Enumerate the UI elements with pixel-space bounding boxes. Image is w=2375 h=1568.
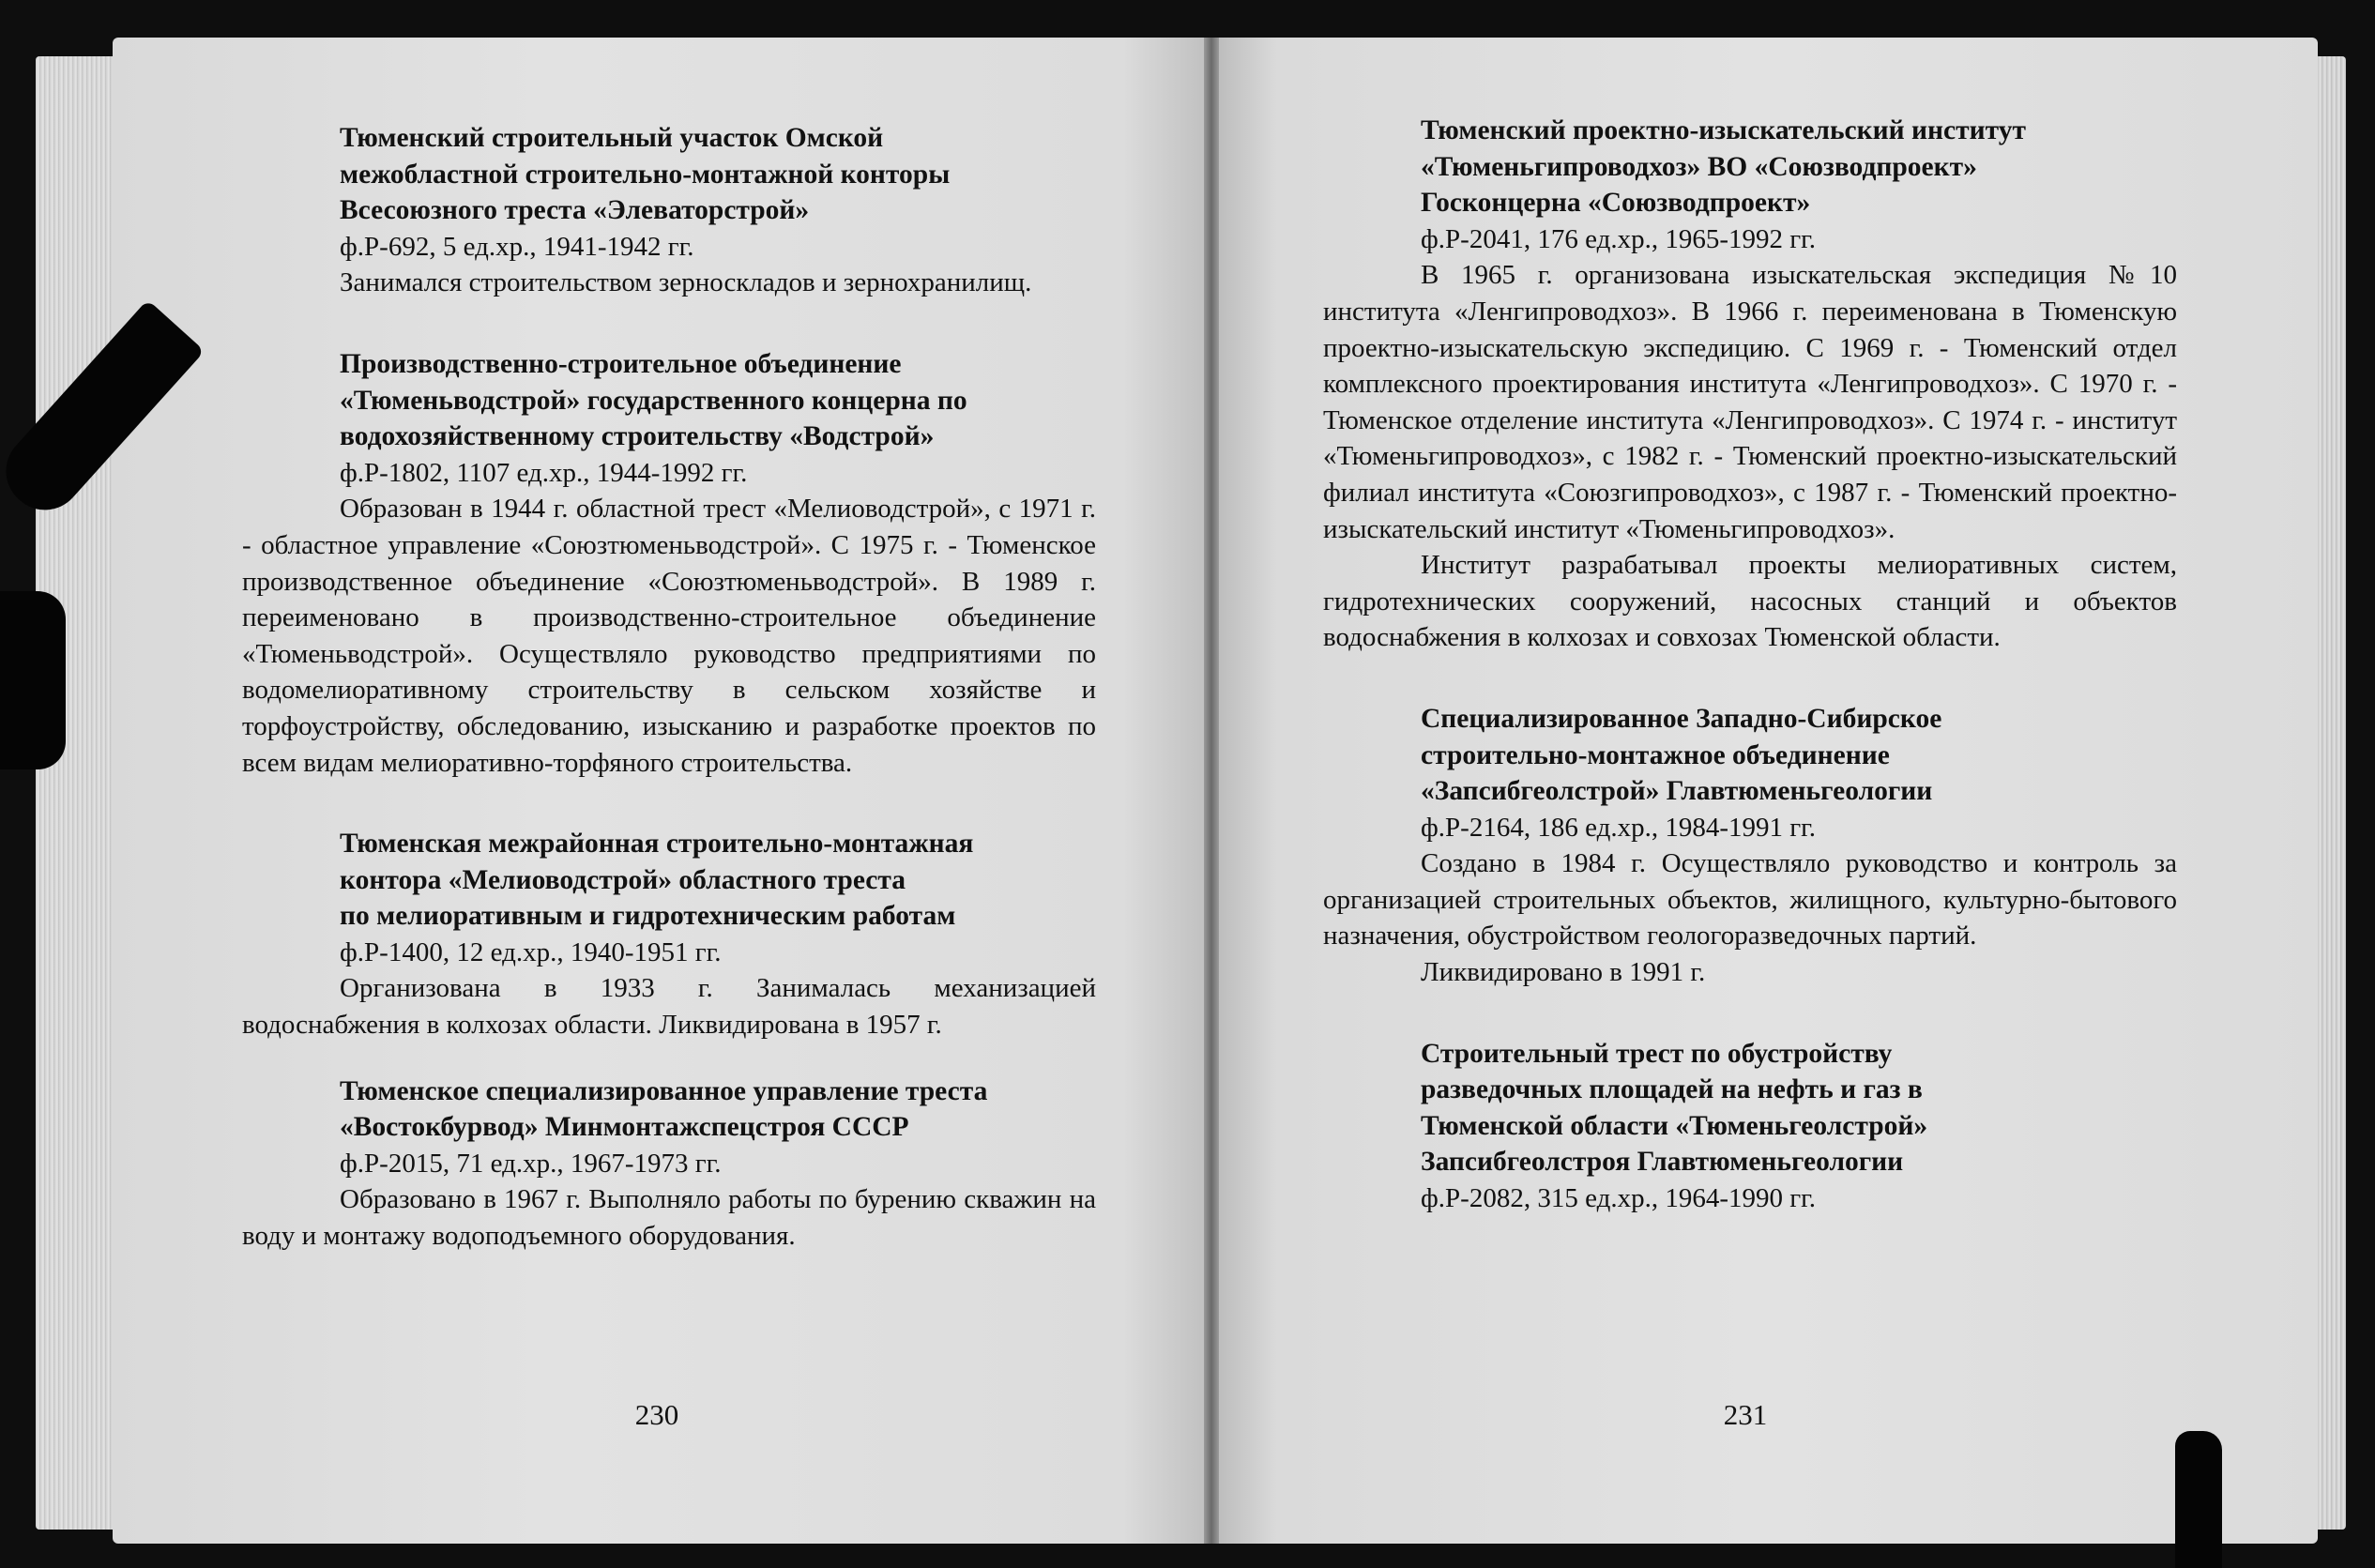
fond-reference: ф.Р-2015, 71 ед.хр., 1967-1973 гг. xyxy=(340,1148,722,1179)
fond-reference: ф.Р-1802, 1107 ед.хр., 1944-1992 гг. xyxy=(340,457,748,488)
fond-reference: ф.Р-2164, 186 ед.хр., 1984-1991 гг. xyxy=(1421,812,1816,843)
entry-heading: Тюменский строительный участок Омской межобластной строительно-монтажной конторы Всесоюзного треста «Элеваторстрой» xyxy=(340,123,951,226)
fond-reference: ф.Р-692, 5 ед.хр., 1941-1942 гг. xyxy=(340,231,694,262)
entry-heading: Производственно-строительное объединение «Тюменьводстрой» государственного концерна по водохозяйственному строительству «Водстрой» xyxy=(340,348,967,452)
fond-reference: ф.Р-2082, 315 ед.хр., 1964-1990 гг. xyxy=(1421,1183,1816,1214)
entry-text: Занимался строительством зерноскладов и зернохранилищ. xyxy=(340,267,1032,298)
entry-vostokburvod xyxy=(242,1073,1096,1255)
entry-text: Образовано в 1967 г. Выполняло работы по бурению скважин на воду и монтажу водоподъемного оборудования. xyxy=(242,1184,1096,1252)
entry-tyumengiprovodkhoz xyxy=(1323,113,2177,656)
bookmark-ribbon-right xyxy=(2175,1431,2222,1568)
entry-heading: Тюменский проектно-изыскательский институт «Тюменьгипроводхоз» ВО «Союзводпроект» Госконцерна «Союзводпроект» xyxy=(1421,115,2026,219)
entry-heading: Строительный трест по обустройству разведочных площадей на нефть и газ в Тюменской области «Тюменьгеолстрой» Запсибгеолстроя Главтюменьгеологии xyxy=(1421,1038,1928,1178)
entry-text: В 1965 г. организована изыскательская экспедиция №10 института «Ленгипроводхоз». В 1966 г. переименована в Тюменскую проектно-изыскательскую экспедицию. С 1969 г. - Тюменский отдел комплексного проектирования института «Ленгипроводхоз». С 1970 г. - Тюменское отделение института «Ленгипроводхоз». С 1974 г. - институт «Тюменьгипроводхоз», с 1982 г. - Тюменский проектно-изыскательский филиал института «Союзгипроводхоз», с 1987 г. - Тюменский проектно-изыскательский институт «Тюменьгипроводхоз». xyxy=(1323,260,2177,544)
entry-tyumenvodstroy xyxy=(242,346,1096,781)
page-number-left: 230 xyxy=(634,1398,679,1431)
entry-heading: Тюменское специализированное управление треста «Востокбурвод» Минмонтажспецстроя СССР xyxy=(340,1075,988,1143)
entry-text: Образован в 1944 г. областной трест «Мелиоводстрой», с 1971 г. - областное управление «Союзтюменьводстрой». С 1975 г. - Тюменское производственное объединение «Союзтюменьводстрой». В 1989 г. переименовано в производственно-строительное объединение «Тюменьводстрой». Осуществляло руководство предприятиями по водомелиоративному строительству в сельском хозяйстве и торфоустройству, обследованию, изысканию и разработке проектов по всем видам мелиоративно-торфяного строительства. xyxy=(242,494,1096,778)
entry-text: Создано в 1984 г. Осуществляло руководство и контроль за организацией строительных объектов, жилищного, культурно-бытового назначения, обустройством геологоразведочных партий. xyxy=(1323,848,2177,951)
entry-text-continued: Ликвидировано в 1991 г. xyxy=(1421,957,1706,988)
entry-tyumengeolstroy xyxy=(1323,1036,2177,1217)
entry-text-continued: Институт разрабатывал проекты мелиоративных систем, гидротехнических сооружений, насосных станций и объектов водоснабжения в колхозах и совхозах Тюменской области. xyxy=(1323,550,2177,653)
entry-elevatorstroy xyxy=(242,120,1096,301)
left-page-content xyxy=(242,120,1096,1255)
bookmark-ribbon-tail xyxy=(0,591,66,769)
fond-reference: ф.Р-1400, 12 ед.хр., 1940-1951 гг. xyxy=(340,936,722,967)
right-page-content xyxy=(1323,113,2177,1217)
entry-meliovodstroy xyxy=(242,826,1096,1043)
entry-heading: Тюменская межрайонная строительно-монтажная контора «Мелиоводстрой» областного треста по мелиоративным и гидротехническим работам xyxy=(340,829,974,932)
fond-reference: ф.Р-2041, 176 ед.хр., 1965-1992 гг. xyxy=(1421,223,1816,254)
book-spine xyxy=(1204,38,1219,1544)
page-number-right: 231 xyxy=(1723,1398,1768,1431)
entry-heading: Специализированное Западно-Сибирское строительно-монтажное объединение «Запсибгеолстрой» Главтюменьгеологии xyxy=(1421,703,1942,807)
entry-zapsibgeolstroy xyxy=(1323,701,2177,991)
entry-text: Организована в 1933 г. Занималась механизацией водоснабжения в колхозах области. Ликвидирована в 1957 г. xyxy=(242,973,1096,1041)
